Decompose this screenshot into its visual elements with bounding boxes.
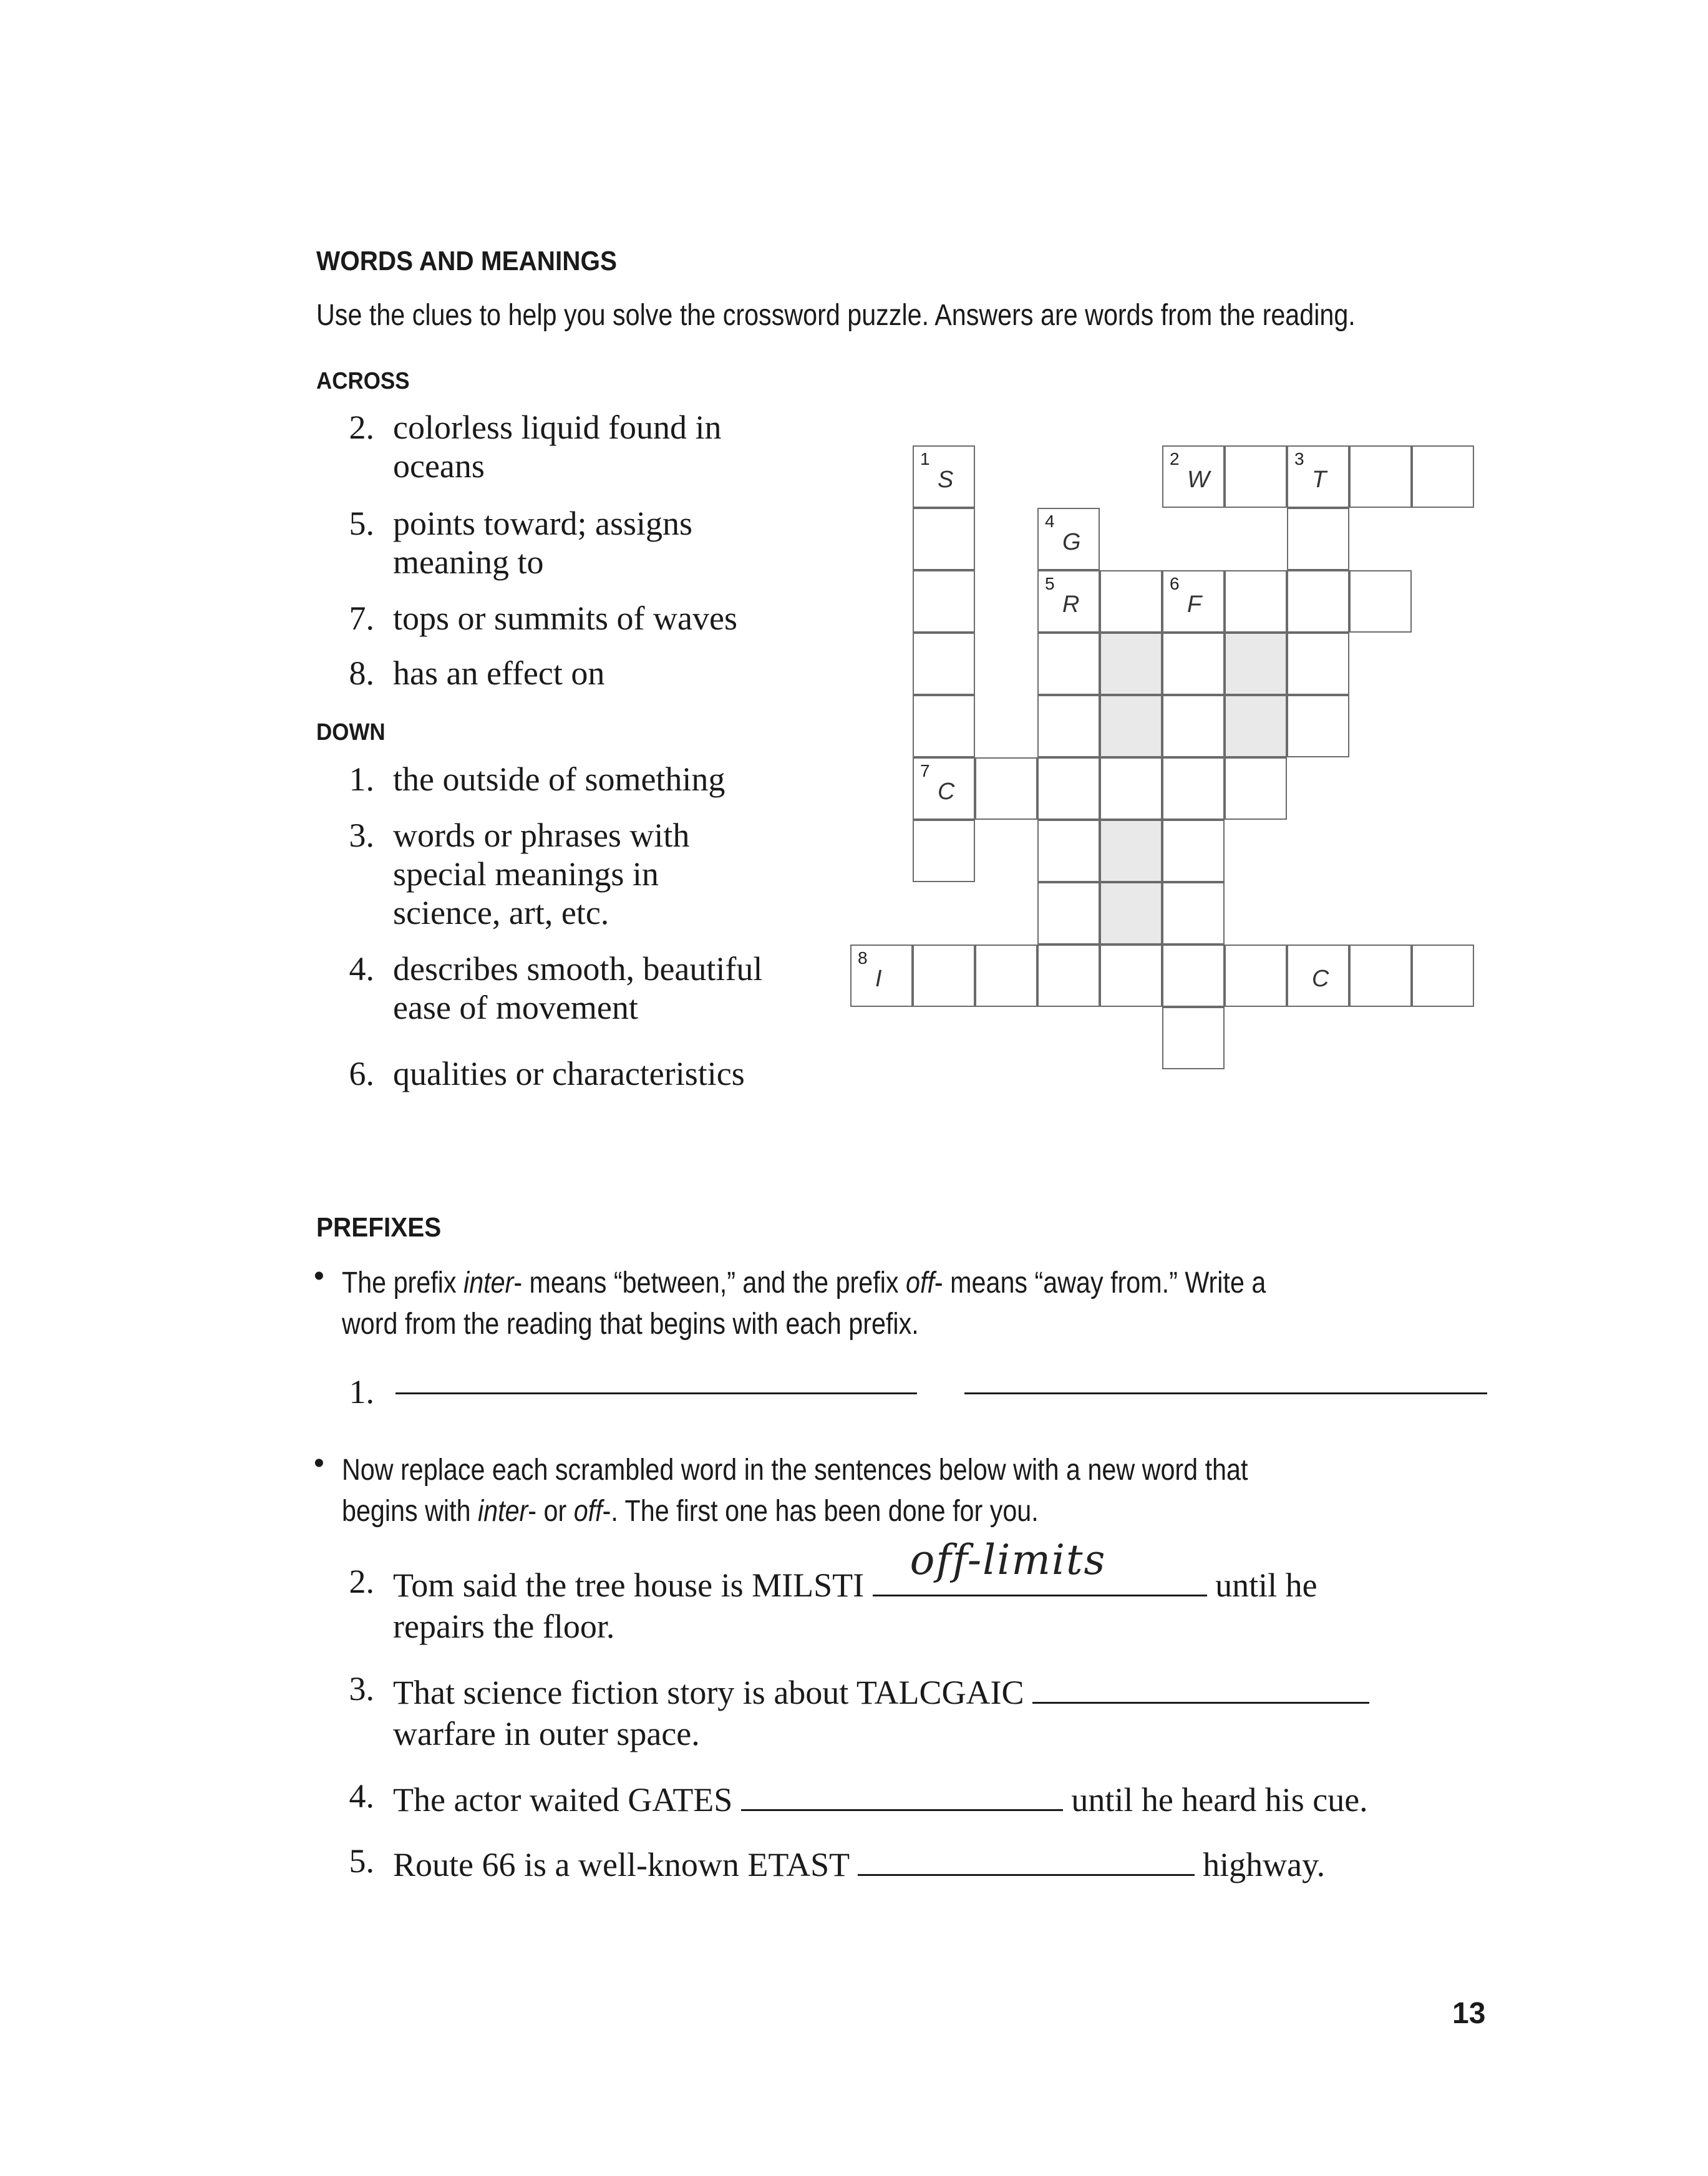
prefix-instructions	[342, 1263, 1266, 1345]
item-number: 4.	[349, 1777, 374, 1815]
crossword-cell[interactable]	[913, 757, 975, 820]
cell-number: 7	[920, 761, 930, 780]
clue-number: 4.	[349, 950, 374, 988]
crossword-cell-shaded	[1100, 633, 1162, 695]
item-number: 3.	[349, 1670, 374, 1707]
cell-number: 8	[858, 948, 868, 968]
item-number: 1.	[349, 1373, 374, 1411]
crossword-cell[interactable]	[1037, 882, 1100, 945]
crossword-cell[interactable]	[1287, 945, 1349, 1007]
crossword-cell[interactable]	[1037, 820, 1100, 882]
crossword-cell[interactable]	[913, 695, 975, 757]
clue-number: 5.	[349, 505, 374, 542]
crossword-cell[interactable]	[1225, 757, 1287, 820]
instr-text: word from the reading that begins with each prefix.	[342, 1308, 919, 1341]
answer-line-off[interactable]	[964, 1392, 1487, 1394]
sentence-text: The actor waited GATES	[393, 1781, 733, 1819]
crossword-cell[interactable]	[1287, 570, 1349, 633]
crossword-cell[interactable]	[1162, 1007, 1225, 1069]
crossword-cell-shaded	[1225, 695, 1287, 757]
sentence-text: That science fiction story is about TALCGAIC	[393, 1674, 1024, 1711]
crossword-cell[interactable]	[975, 945, 1037, 1007]
instr-text: begins with	[342, 1495, 478, 1528]
crossword-instructions: Use the clues to help you solve the crossword puzzle. Answers are words from the reading.	[316, 299, 1356, 332]
instr-text: The prefix	[342, 1266, 464, 1299]
cell-letter: W	[1187, 467, 1210, 493]
instr-text: - means “away from.” Write a	[934, 1266, 1266, 1299]
crossword-cell[interactable]	[913, 445, 975, 508]
cell-number: 3	[1294, 449, 1304, 469]
cell-letter: C	[938, 779, 955, 805]
crossword-cell[interactable]	[1100, 945, 1162, 1007]
sentence-text: repairs the floor.	[393, 1608, 615, 1645]
crossword-cell-shaded	[1100, 820, 1162, 882]
crossword-cell[interactable]	[1287, 695, 1349, 757]
crossword-cell[interactable]	[1162, 570, 1225, 633]
crossword-cell[interactable]	[1162, 757, 1225, 820]
item-number: 5.	[349, 1842, 374, 1880]
crossword-cell[interactable]	[913, 508, 975, 570]
crossword-cell-shaded	[1225, 633, 1287, 695]
clue-text: points toward; assigns	[393, 505, 692, 542]
clue-text: oceans	[393, 447, 485, 485]
clue-number: 8.	[349, 654, 374, 692]
clue-text: tops or summits of waves	[393, 600, 737, 637]
clue-number: 2.	[349, 409, 374, 446]
crossword-cell[interactable]	[1037, 757, 1100, 820]
crossword-cell[interactable]	[1349, 445, 1412, 508]
crossword-cell-shaded	[1100, 695, 1162, 757]
section-title-words-and-meanings: WORDS AND MEANINGS	[316, 246, 618, 276]
crossword-cell[interactable]	[1162, 695, 1225, 757]
crossword-cell[interactable]	[1037, 570, 1100, 633]
cell-letter: T	[1312, 467, 1327, 493]
sentence-text: Route 66 is a well-known ETAST	[393, 1846, 850, 1883]
cell-number: 6	[1170, 574, 1180, 593]
section-title-prefixes: PREFIXES	[316, 1212, 442, 1243]
across-label: ACROSS	[316, 368, 410, 394]
crossword-cell[interactable]	[1412, 445, 1474, 508]
crossword-cell[interactable]	[1287, 445, 1349, 508]
clue-number: 6.	[349, 1055, 374, 1092]
crossword-cell[interactable]	[1100, 570, 1162, 633]
instr-text: - or	[528, 1495, 574, 1528]
cell-number: 1	[920, 449, 930, 469]
cell-letter: F	[1187, 591, 1202, 618]
prefix-inter: inter	[477, 1495, 528, 1528]
crossword-cell[interactable]	[1225, 445, 1287, 508]
cell-number: 4	[1045, 512, 1055, 531]
prefix-off: off	[573, 1495, 603, 1528]
bullet-icon: •	[314, 1260, 324, 1293]
crossword-cell[interactable]	[913, 945, 975, 1007]
clue-text: ease of movement	[393, 989, 638, 1026]
sentence-text: until he heard his cue.	[1071, 1781, 1368, 1819]
instr-text: Now replace each scrambled word in the sentences below with a new word that	[342, 1454, 1248, 1487]
crossword-cell[interactable]	[1225, 570, 1287, 633]
down-label: DOWN	[316, 719, 386, 746]
item-number: 2.	[349, 1563, 374, 1600]
crossword-cell-shaded	[1100, 882, 1162, 945]
cell-letter: G	[1062, 529, 1081, 555]
clue-text: science, art, etc.	[393, 894, 609, 931]
crossword-cell[interactable]	[1037, 695, 1100, 757]
crossword-cell[interactable]	[850, 945, 913, 1007]
crossword-cell[interactable]	[1162, 945, 1225, 1007]
prefix-off: off	[906, 1266, 934, 1299]
cell-letter: I	[875, 966, 882, 992]
clue-text: the outside of something	[393, 760, 725, 798]
crossword-cell[interactable]	[1287, 633, 1349, 695]
clue-number: 3.	[349, 817, 374, 854]
crossword-cell[interactable]	[1162, 445, 1225, 508]
clue-text: describes smooth, beautiful	[393, 950, 763, 988]
crossword-cell[interactable]	[913, 633, 975, 695]
clue-number: 7.	[349, 600, 374, 637]
answer-blank[interactable]	[858, 1840, 1195, 1876]
crossword-cell[interactable]	[1162, 633, 1225, 695]
crossword-cell[interactable]	[1162, 820, 1225, 882]
cell-letter: R	[1062, 591, 1080, 618]
instr-text: -. The first one has been done for you.	[602, 1495, 1039, 1528]
clue-text: words or phrases with	[393, 817, 690, 854]
answer-line-inter[interactable]	[395, 1392, 917, 1394]
bullet-icon: •	[314, 1447, 324, 1480]
crossword-cell[interactable]	[1162, 882, 1225, 945]
handwritten-answer: off-limits	[910, 1536, 1107, 1584]
crossword-cell[interactable]	[1037, 633, 1100, 695]
crossword-cell[interactable]	[1412, 945, 1474, 1007]
crossword-cell[interactable]	[1100, 757, 1162, 820]
crossword-cell[interactable]	[1349, 945, 1412, 1007]
answer-blank[interactable]	[741, 1775, 1063, 1811]
instr-text: - means “between,” and the prefix	[513, 1266, 906, 1299]
clue-text: meaning to	[393, 543, 544, 581]
clue-text: qualities or characteristics	[393, 1055, 745, 1092]
sentence-text: Tom said the tree house is MILSTI	[393, 1566, 865, 1604]
clue-text: special meanings in	[393, 855, 659, 893]
clue-number: 1.	[349, 760, 374, 798]
crossword-cell[interactable]	[1225, 945, 1287, 1007]
crossword-cell[interactable]	[1037, 508, 1100, 570]
answer-blank[interactable]	[1032, 1668, 1369, 1704]
crossword-cell[interactable]	[1287, 508, 1349, 570]
cell-letter: S	[938, 467, 954, 493]
prefix-inter: inter	[463, 1266, 514, 1299]
crossword-cell[interactable]	[913, 820, 975, 882]
cell-number: 2	[1170, 449, 1180, 469]
crossword-cell[interactable]	[913, 570, 975, 633]
sentence-text: warfare in outer space.	[393, 1715, 700, 1752]
cell-number: 5	[1045, 574, 1055, 593]
crossword-cell[interactable]	[975, 757, 1037, 820]
answer-blank[interactable]	[873, 1536, 1207, 1596]
page-number: 13	[1452, 1997, 1486, 2030]
cell-letter: C	[1312, 966, 1329, 992]
crossword-cell[interactable]	[1349, 570, 1412, 633]
sentence-text: highway.	[1203, 1846, 1326, 1883]
clue-text: has an effect on	[393, 654, 605, 692]
sentence-text: until he	[1215, 1566, 1317, 1604]
crossword-cell[interactable]	[1037, 945, 1100, 1007]
scramble-instructions	[342, 1450, 1248, 1532]
clue-text: colorless liquid found in	[393, 409, 722, 446]
